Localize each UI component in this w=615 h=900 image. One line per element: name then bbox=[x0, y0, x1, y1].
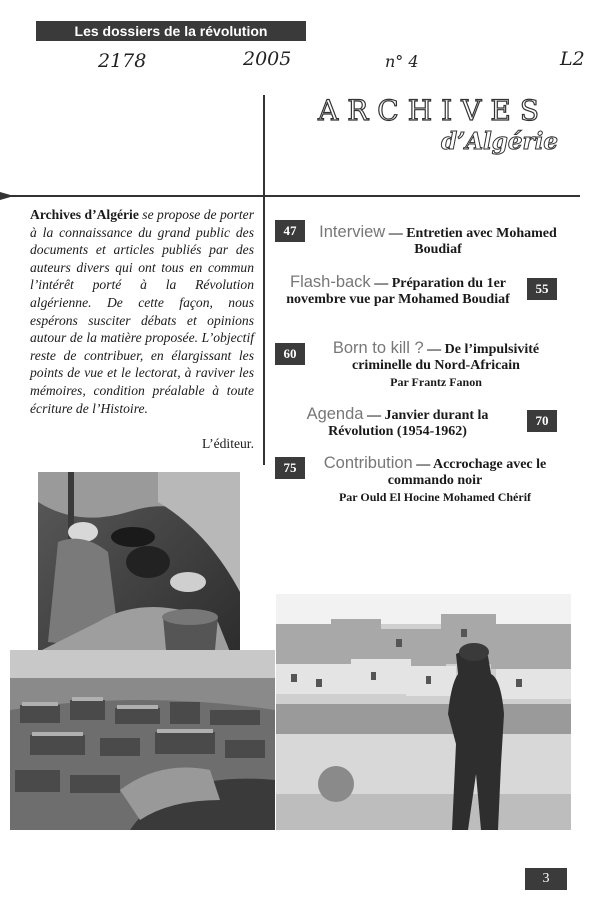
item-byline: Par Ould El Hocine Mohamed Chérif bbox=[338, 490, 532, 504]
vertical-rule bbox=[263, 95, 265, 465]
intro-paragraph bbox=[30, 206, 254, 417]
contents-item[interactable]: Agenda — Janvier durant la Révolution (1954-1962) bbox=[306, 405, 489, 439]
contents-item[interactable]: Interview — Entretien avec Mohamed Boudiaf bbox=[319, 223, 557, 257]
contents-item[interactable]: Flash-back — Préparation du 1er novembre vue par Mohamed Boudiaf bbox=[286, 273, 510, 307]
photo-soldier-casbah bbox=[276, 594, 571, 830]
page-number-badge: 75 bbox=[275, 457, 305, 479]
photo-shantytown-image bbox=[10, 650, 275, 830]
item-title: Préparation du 1er novembre vue par Mohamed Boudiaf bbox=[286, 276, 510, 307]
handwritten-note: L2 bbox=[560, 48, 585, 70]
page-number-badge: 47 bbox=[275, 220, 305, 242]
page-number-badge: 60 bbox=[275, 343, 305, 365]
contents-item[interactable]: Contribution — Accrochage avec le commando noir Par Ould El Hocine Mohamed Chérif bbox=[305, 455, 565, 505]
item-keyword: Contribution bbox=[323, 454, 413, 472]
item-title: De l’impulsivité criminelle du Nord-Africain bbox=[352, 342, 540, 373]
section-banner: Les dossiers de la révolution bbox=[36, 21, 306, 41]
item-keyword: Flash-back bbox=[289, 273, 371, 291]
masthead-subtitle: d’Algérie bbox=[441, 128, 558, 155]
item-keyword: Agenda bbox=[306, 405, 364, 423]
photo-shelter-image bbox=[38, 472, 240, 677]
photo-soldier-casbah-image bbox=[276, 594, 571, 830]
intro-lead: Archives d’Algérie bbox=[30, 207, 139, 222]
page-number-badge: 70 bbox=[527, 410, 557, 432]
masthead-title: ARCHIVES bbox=[317, 94, 549, 127]
handwritten-note: n° 4 bbox=[385, 52, 419, 71]
photo-shelter bbox=[38, 472, 240, 677]
item-byline: Par Frantz Fanon bbox=[390, 375, 482, 389]
intro-body: se propose de porter à la connaissance du grand public des documents et articles publiés par des auteurs divers qui ont tous en commun l’intérêt porté à la Révolution algérienne. De cette façon, nous espérons susciter débats et opinions autour de la matière proposée. L’objectif reste de contribuer, en élargissant les points de vue et le lectorat, à raviver les mémoires, condition préalable à toute écriture de l’Histoire. bbox=[30, 207, 254, 416]
contents-item[interactable]: Born to kill ? — De l’impulsivité criminelle du Nord-Africain Par Frantz Fanon bbox=[306, 340, 566, 390]
item-title: Entretien avec Mohamed Boudiaf bbox=[406, 226, 557, 257]
item-keyword: Interview bbox=[319, 223, 386, 241]
item-title: Janvier durant la Révolution (1954-1962) bbox=[328, 408, 489, 439]
editor-signature: L’éditeur. bbox=[202, 436, 254, 451]
horizontal-rule bbox=[0, 195, 580, 197]
arrow-icon bbox=[0, 192, 14, 200]
handwritten-note: 2005 bbox=[243, 48, 292, 70]
photo-shantytown bbox=[10, 650, 275, 830]
item-keyword: Born to kill ? bbox=[332, 339, 424, 357]
handwritten-note: 2178 bbox=[98, 50, 147, 72]
item-title: Accrochage avec le commando noir bbox=[387, 457, 547, 488]
page-number: 3 bbox=[525, 868, 567, 890]
page-number-badge: 55 bbox=[527, 278, 557, 300]
